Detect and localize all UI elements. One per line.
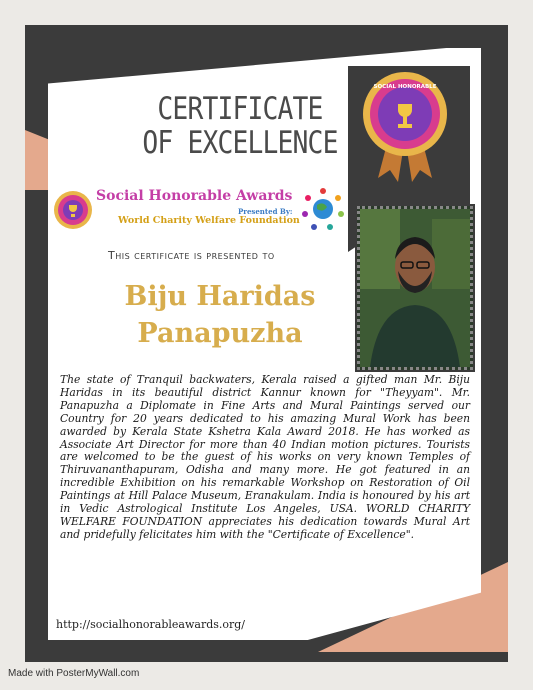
org-subtitle: World Charity Welfare Foundation bbox=[118, 215, 300, 226]
person-6 bbox=[302, 211, 308, 217]
title-line-2: OF EXCELLENCE bbox=[142, 125, 338, 161]
certificate-title bbox=[138, 92, 342, 160]
recipient-name-line-2: Panapuzha bbox=[137, 318, 303, 349]
recipient-name bbox=[70, 278, 370, 352]
presented-to-label: This certificate is presented to bbox=[108, 249, 275, 262]
person-5 bbox=[311, 224, 317, 230]
badge-trophy-base bbox=[71, 214, 75, 217]
person-1 bbox=[320, 188, 326, 194]
person-2 bbox=[335, 195, 341, 201]
person-7 bbox=[305, 195, 311, 201]
trophy-stem bbox=[403, 116, 407, 124]
certificate-body-text: The state of Tranquil backwaters, Kerala raised a gifted man Mr. Biju Haridas in its beautiful district Kannur known for "Theyyam". Mr. Panapuzha a Diplomate in Fine Arts and Mural Paintings served our Country for 20 years dedicated to his amazing Mural Work has been awarded by Kerala State Kshetra Kala Award 2018. He has worked as Associate Art Director for more than 40 Indian motion pictures. Tourists are welcomed to be the guest of his works on very known Temples of Thiruvananthapuram, Odisha and many more. He got featured in an incredible Exhibition on his remarkable Workshop on Restoration of Oil Paintings at Hill Palace Museum, Eranakulam. India is honoured by his art in Vedic Astrological Institute Los Angeles, USA. WORLD CHARITY WELFARE FOUNDATION appreciates his dedication towards Mural Art and pridefully felicitates him with the "Certificate of Excellence". bbox=[60, 373, 470, 541]
website-url[interactable]: http://socialhonorableawards.org/ bbox=[56, 618, 246, 631]
person-3 bbox=[338, 211, 344, 217]
org-badge-logo bbox=[53, 190, 93, 230]
recipient-photo bbox=[357, 206, 473, 370]
org-name: Social Honorable Awards bbox=[96, 188, 293, 204]
photo-foliage-left bbox=[360, 209, 400, 289]
award-medal-icon bbox=[360, 70, 450, 190]
portrait-image bbox=[360, 209, 470, 367]
recipient-name-line-1: Biju Haridas bbox=[124, 281, 316, 312]
photo-foliage-right bbox=[432, 219, 470, 289]
title-line-1: CERTIFICATE bbox=[157, 91, 323, 127]
medal-text: SOCIAL HONORABLE bbox=[373, 84, 437, 90]
presented-by-label: Presented By: bbox=[238, 207, 293, 216]
person-4 bbox=[327, 224, 333, 230]
trophy-base bbox=[398, 124, 412, 128]
charity-people-logo bbox=[299, 185, 347, 233]
made-with-watermark: Made with PosterMyWall.com bbox=[8, 668, 140, 679]
